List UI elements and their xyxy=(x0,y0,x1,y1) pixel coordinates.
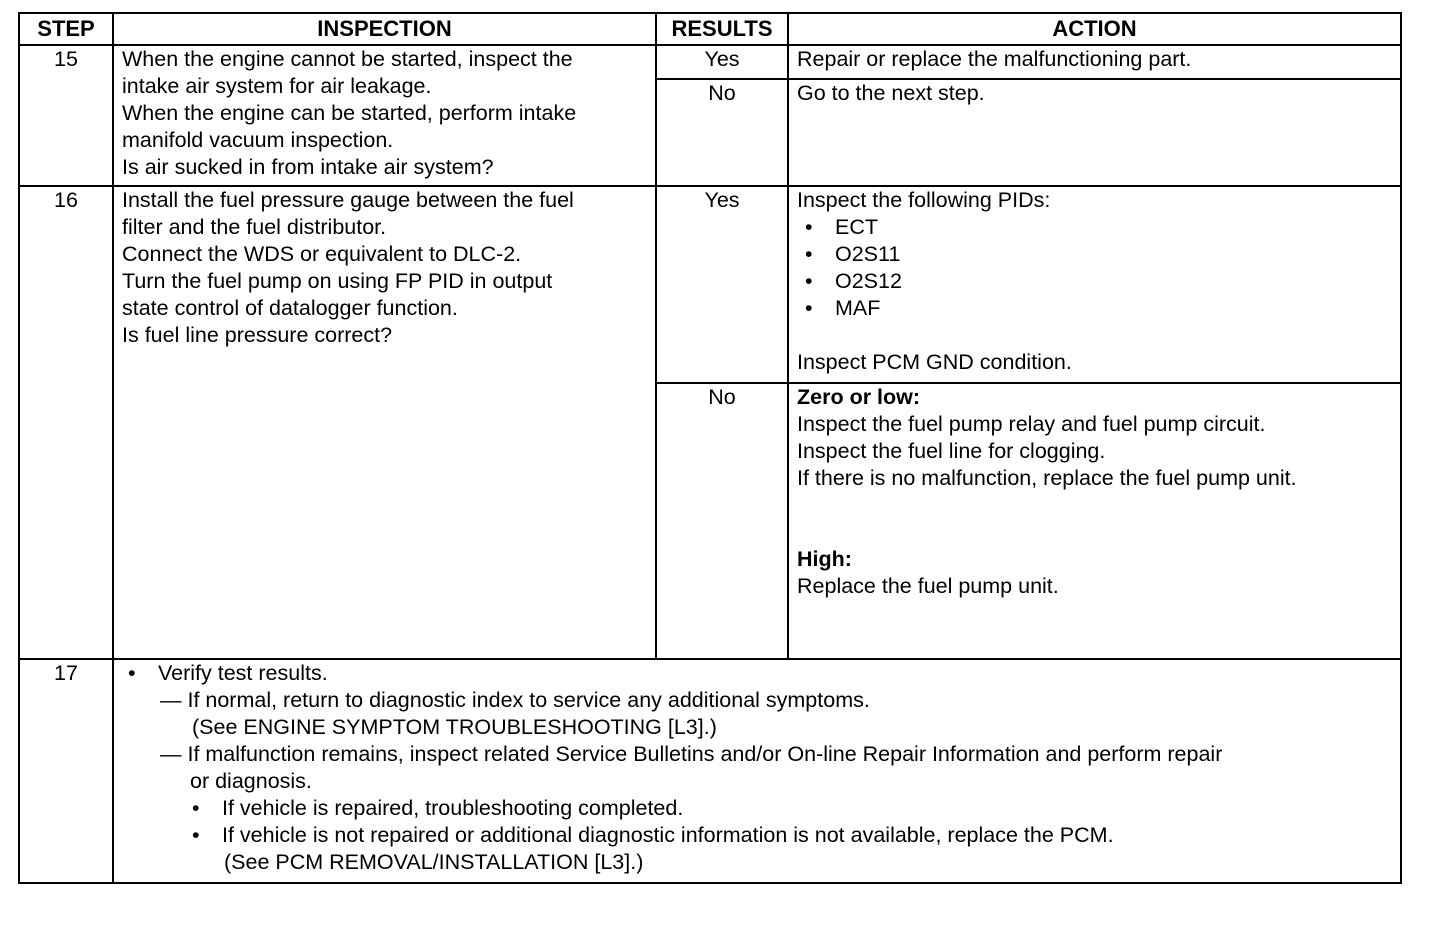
action-line: Inspect the fuel line for clogging. xyxy=(797,439,1106,463)
header-results: RESULTS xyxy=(656,13,788,45)
action-yes xyxy=(788,186,1401,383)
pid-list xyxy=(797,214,1392,322)
step-number: 15 xyxy=(19,45,113,186)
pcm-ref: (See PCM REMOVAL/INSTALLATION [L3].) xyxy=(224,850,644,874)
inspection-line: Is air sucked in from intake air system? xyxy=(122,155,494,179)
pid-intro: Inspect the following PIDs: xyxy=(797,188,1051,212)
bullet-icon: • xyxy=(192,796,200,820)
result-no: No xyxy=(656,383,788,659)
header-row xyxy=(19,13,1401,45)
action-no xyxy=(788,383,1401,659)
repaired-text: If vehicle is repaired, troubleshooting completed. xyxy=(222,796,684,820)
step-17-content xyxy=(113,659,1401,883)
inspection-line: Is fuel line pressure correct? xyxy=(122,323,393,347)
result-yes: Yes xyxy=(656,186,788,383)
action-yes: Repair or replace the malfunctioning part. xyxy=(788,45,1401,79)
inspection-line: manifold vacuum inspection. xyxy=(122,128,394,152)
step-16-yes-row xyxy=(19,186,1401,383)
action-no: Go to the next step. xyxy=(788,79,1401,186)
high-title: High: xyxy=(797,547,852,571)
header-action: ACTION xyxy=(788,13,1401,45)
bullet-icon: • xyxy=(805,242,813,266)
normal-line: — If normal, return to diagnostic index to service any additional symptoms. xyxy=(160,688,870,712)
step-16-inspection xyxy=(113,186,656,659)
bullet-icon: • xyxy=(192,823,200,847)
inspection-line: Turn the fuel pump on using FP PID in output xyxy=(122,269,553,293)
bullet-icon: • xyxy=(128,661,136,685)
bullet-icon: • xyxy=(805,296,813,320)
list-item xyxy=(128,660,1392,687)
step-17-row xyxy=(19,659,1401,883)
normal-ref: (See ENGINE SYMPTOM TROUBLESHOOTING [L3].) xyxy=(192,715,717,739)
troubleshooting-table xyxy=(18,12,1402,884)
inspection-line: Connect the WDS or equivalent to DLC-2. xyxy=(122,242,522,266)
result-yes: Yes xyxy=(656,45,788,79)
pid-name: ECT xyxy=(835,215,878,239)
step-number: 17 xyxy=(19,659,113,883)
pid-outro: Inspect PCM GND condition. xyxy=(797,350,1072,374)
step-15-inspection xyxy=(113,45,656,186)
list-item xyxy=(805,241,1392,268)
action-line: If there is no malfunction, replace the fuel pump unit. xyxy=(797,466,1297,490)
list-item xyxy=(128,795,1392,822)
list-item xyxy=(128,822,1392,849)
inspection-line: Install the fuel pressure gauge between the fuel xyxy=(122,188,574,212)
remains-line: — If malfunction remains, inspect related Service Bulletins and/or On-line Repair Information and perform repair xyxy=(160,742,1223,766)
pid-name: MAF xyxy=(835,296,881,320)
list-item xyxy=(805,268,1392,295)
list-item xyxy=(805,295,1392,322)
pid-name: O2S11 xyxy=(835,242,901,266)
inspection-line: state control of datalogger function. xyxy=(122,296,458,320)
inspection-line: filter and the fuel distributor. xyxy=(122,215,387,239)
inspection-line: When the engine can be started, perform intake xyxy=(122,101,577,125)
zero-low-title: Zero or low: xyxy=(797,385,921,409)
verify-text: Verify test results. xyxy=(158,661,328,685)
step-number: 16 xyxy=(19,186,113,659)
action-line: Inspect the fuel pump relay and fuel pump circuit. xyxy=(797,412,1266,436)
remains-cont: or diagnosis. xyxy=(190,769,312,793)
not-repaired-text: If vehicle is not repaired or additional diagnostic information is not available, replace the PCM. xyxy=(222,823,1114,847)
inspection-line: intake air system for air leakage. xyxy=(122,74,432,98)
header-inspection: INSPECTION xyxy=(113,13,656,45)
action-line: Replace the fuel pump unit. xyxy=(797,574,1059,598)
result-no: No xyxy=(656,79,788,186)
step-15-yes-row xyxy=(19,45,1401,79)
bullet-icon: • xyxy=(805,269,813,293)
pid-name: O2S12 xyxy=(835,269,902,293)
bullet-icon: • xyxy=(805,215,813,239)
list-item xyxy=(805,214,1392,241)
inspection-line: When the engine cannot be started, inspect the xyxy=(122,47,573,71)
header-step: STEP xyxy=(19,13,113,45)
